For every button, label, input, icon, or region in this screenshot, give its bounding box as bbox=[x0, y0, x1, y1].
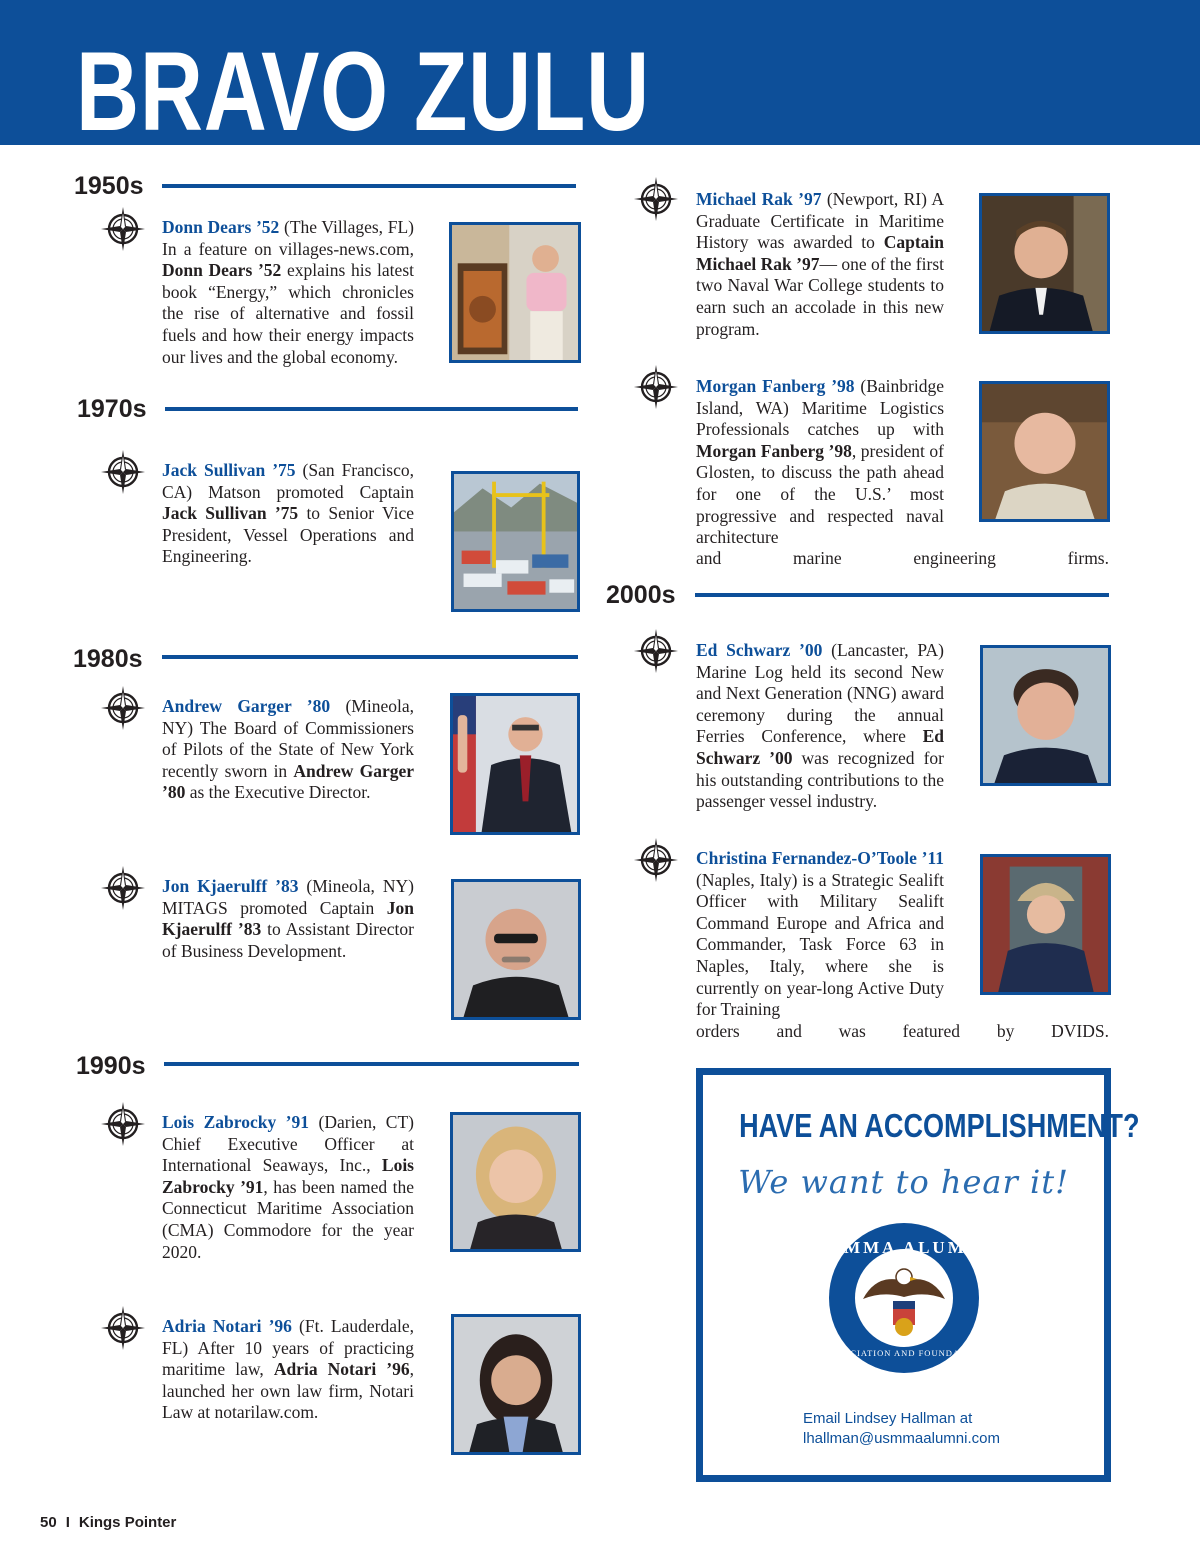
photo-morgan-fanberg bbox=[979, 381, 1110, 522]
photo-adria-notari bbox=[451, 1314, 581, 1455]
photo-andrew-garger bbox=[450, 693, 580, 835]
entry-jack-sullivan: Jack Sullivan ’75 (San Francisco, CA) Matson promoted Captain Jack Sullivan ’75 to Senior Vice President, Vessel Operations and Engineering. bbox=[162, 460, 414, 567]
decade-rule bbox=[162, 184, 576, 188]
photo-christina-fernandez-otoole bbox=[980, 854, 1111, 995]
decade-heading-1970s: 1970s bbox=[77, 395, 147, 423]
seal-top-text: USMMA ALUMNI bbox=[816, 1238, 992, 1257]
decade-heading-1990s: 1990s bbox=[76, 1052, 146, 1080]
alumni-name: Morgan Fanberg ’98 bbox=[696, 376, 855, 396]
decade-rule bbox=[695, 593, 1109, 597]
compass-rose-icon bbox=[633, 364, 679, 410]
photo-jon-kjaerulff bbox=[451, 879, 581, 1020]
seal-bottom-text: ASSOCIATION AND FOUNDATION bbox=[824, 1348, 984, 1358]
photo-donn-dears bbox=[449, 222, 581, 363]
decade-heading-1980s: 1980s bbox=[73, 645, 143, 673]
compass-rose-icon bbox=[100, 449, 146, 495]
alumni-name: Andrew Garger ’80 bbox=[162, 696, 331, 716]
accomplishment-cta-box bbox=[696, 1068, 1140, 1482]
cta-title: HAVE AN ACCOMPLISHMENT? bbox=[739, 1107, 1140, 1144]
decade-rule bbox=[164, 1062, 579, 1066]
decade-heading-1950s: 1950s bbox=[74, 172, 144, 200]
entry-adria-notari: Adria Notari ’96 (Ft. Lauderdale, FL) After 10 years of practicing maritime law, Adria Notari ’96, launched her own law firm, Notari Law at notarilaw.com. bbox=[162, 1316, 414, 1423]
entry-jon-kjaerulff: Jon Kjaerulff ’83 (Mineola, NY) MITAGS promoted Captain Jon Kjaerulff ’83 to Assistant Director of Business Development. bbox=[162, 876, 414, 961]
entry-ed-schwarz: Ed Schwarz ’00 (Lancaster, PA) Marine Log held its second New and Next Generation (NNG) award ceremony during the annual Ferries Conference, where Ed Schwarz ’00 was recognized for his outstanding contributions to the passenger vessel industry. bbox=[696, 640, 944, 812]
decade-rule bbox=[165, 407, 578, 411]
entry-christina-tail: orders and was featured by DVIDS. bbox=[696, 1021, 1109, 1041]
entry-christina-fernandez-otoole: Christina Fernandez-O’Toole ’11 (Naples, Italy) is a Strategic Sealift Officer with Military Sealift Command Europe and Africa and Commander, Task Force 63 in Naples, Italy, where she is currently on year-long Active Duty for Training bbox=[696, 848, 944, 1020]
compass-rose-icon bbox=[100, 1305, 146, 1351]
page-number: 50 bbox=[40, 1514, 57, 1531]
alumni-name: Michael Rak ’97 bbox=[696, 189, 822, 209]
page-title: BRAVO ZULU bbox=[76, 29, 650, 154]
compass-rose-icon bbox=[633, 837, 679, 883]
cta-email-address[interactable]: lhallman@usmmaalumni.com bbox=[803, 1430, 1000, 1447]
entry-morgan-fanberg-tail: and marine engineering firms. bbox=[696, 548, 1109, 568]
decade-heading-2000s: 2000s bbox=[606, 581, 676, 609]
header-banner bbox=[0, 0, 1200, 154]
cta-email-line: Email Lindsey Hallman at bbox=[803, 1410, 973, 1427]
publication-name: Kings Pointer bbox=[78, 1514, 177, 1531]
alumni-name: Christina Fernandez-O’Toole ’11 bbox=[696, 848, 944, 868]
entry-andrew-garger: Andrew Garger ’80 (Mineola, NY) The Board of Commissioners of Pilots of the State of New York recently sworn in Andrew Garger ’80 as the Executive Director. bbox=[162, 696, 414, 803]
page-footer bbox=[40, 1514, 176, 1531]
alumni-name: Donn Dears ’52 bbox=[162, 217, 280, 237]
cta-script-text: We want to hear it! bbox=[738, 1163, 1069, 1201]
compass-rose-icon bbox=[100, 1101, 146, 1147]
usmma-alumni-seal-logo bbox=[816, 1221, 992, 1375]
photo-port-cranes bbox=[451, 471, 580, 612]
compass-rose-icon bbox=[633, 628, 679, 674]
compass-rose-icon bbox=[633, 176, 679, 222]
alumni-name: Jack Sullivan ’75 bbox=[162, 460, 296, 480]
photo-michael-rak bbox=[979, 193, 1110, 334]
compass-rose-icon bbox=[100, 206, 146, 252]
cta-contact bbox=[803, 1409, 1000, 1449]
compass-rose-icon bbox=[100, 685, 146, 731]
entry-donn-dears: Donn Dears ’52 (The Villages, FL) In a feature on villages-news.com, Donn Dears ’52 explains his latest book “Energy,” which chronicles the rise of alternative and fossil fuels and how their energy impacts our lives and the global economy. bbox=[162, 217, 414, 367]
photo-lois-zabrocky bbox=[450, 1112, 581, 1252]
alumni-name: Adria Notari ’96 bbox=[162, 1316, 292, 1336]
entry-michael-rak: Michael Rak ’97 (Newport, RI) A Graduate Certificate in Maritime History was awarded to Captain Michael Rak ’97— one of the first two Naval War College students to earn such an accolade in this new program. bbox=[696, 189, 944, 339]
compass-rose-icon bbox=[100, 865, 146, 911]
alumni-name: Lois Zabrocky ’91 bbox=[162, 1112, 310, 1132]
alumni-name: Jon Kjaerulff ’83 bbox=[162, 876, 299, 896]
photo-ed-schwarz bbox=[980, 645, 1111, 786]
entry-lois-zabrocky: Lois Zabrocky ’91 (Darien, CT) Chief Executive Officer at International Seaways, Inc., Lois Zabrocky ’91, has been named the Connecticut Maritime Association (CMA) Commodore for the year 2020. bbox=[162, 1112, 415, 1262]
entry-morgan-fanberg: Morgan Fanberg ’98 (Bainbridge Island, WA) Maritime Logistics Professionals catches up with Morgan Fanberg ’98, president of Glosten, to discuss the path ahead for one of the U.S.’ most progressive and respected naval architecture bbox=[696, 376, 944, 548]
decade-rule bbox=[162, 655, 578, 659]
alumni-name: Ed Schwarz ’00 bbox=[696, 640, 823, 660]
footer-separator: I bbox=[65, 1514, 70, 1531]
